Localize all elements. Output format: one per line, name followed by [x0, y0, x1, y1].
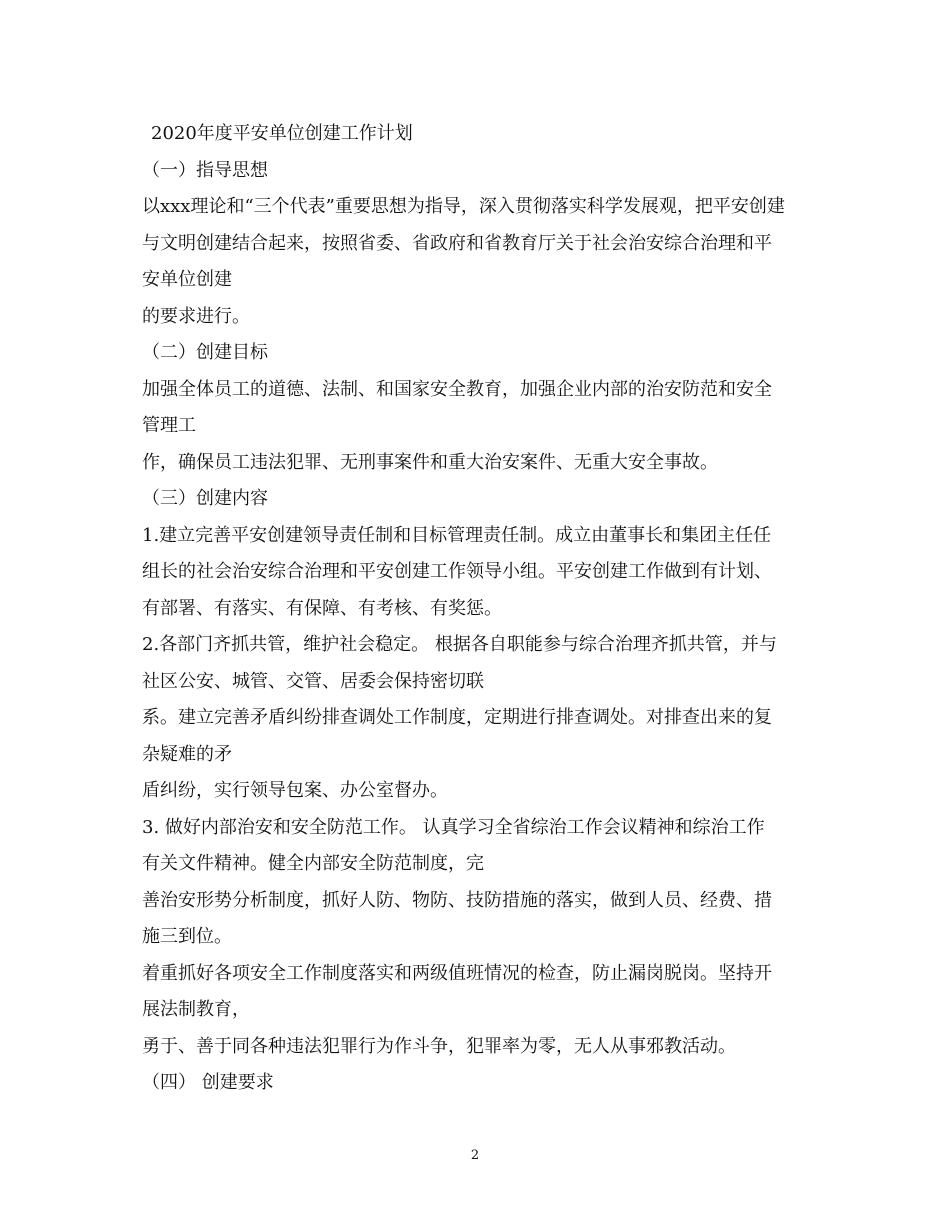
- paragraph-line: 1.建立完善平安创建领导责任制和目标管理责任制。成立由董事长和集团主任任: [142, 524, 772, 546]
- paragraph-line: 善治安形势分析制度，抓好人防、物防、技防措施的落实，做到人员、经费、措: [142, 889, 772, 911]
- paragraph-line: 组长的社会治安综合治理和平安创建工作领导小组。平安创建工作做到有计划、: [142, 561, 772, 582]
- paragraph-line: 加强全体员工的道德、法制、和国家安全教育，加强企业内部的治安防范和安全: [142, 378, 772, 400]
- paragraph-line: 施三到位。: [142, 926, 232, 947]
- paragraph-line: 与文明创建结合起来，按照省委、省政府和省教育厅关于社会治安综合治理和平: [142, 232, 772, 254]
- page-number: 2: [470, 1148, 480, 1163]
- paragraph-line: 系。建立完善矛盾纠纷排查调处工作制度，定期进行排查调处。对排查出来的复: [142, 707, 772, 728]
- paragraph-line: 有部署、有落实、有保障、有考核、有奖惩。: [142, 597, 502, 619]
- paragraph-line: 的要求进行。: [142, 305, 250, 327]
- paragraph-line: 作，确保员工违法犯罪、无刑事案件和重大治安案件、无重大安全事故。: [142, 451, 718, 473]
- document-body: [142, 116, 822, 1102]
- section-heading-goals: （二）创建目标: [142, 342, 268, 363]
- paragraph-line: 安单位创建: [142, 269, 232, 290]
- paragraph-line: 以xxx理论和“三个代表”重要思想为指导，深入贯彻落实科学发展观，把平安创建: [142, 196, 785, 217]
- paragraph-line: 有关文件精神。健全内部安全防范制度，完: [142, 853, 484, 874]
- section-heading-requirements: （四） 创建要求: [142, 1072, 274, 1093]
- paragraph-line: 社区公安、城管、交管、居委会保持密切联: [142, 670, 484, 692]
- paragraph-line: 3. 做好内部治安和安全防范工作。 认真学习全省综治工作会议精神和综治工作: [142, 816, 765, 838]
- paragraph-line: 杂疑难的矛: [142, 743, 232, 765]
- paragraph-line: 着重抓好各项安全工作制度落实和两级值班情况的检查，防止漏岗脱岗。坚持开: [142, 962, 772, 984]
- section-heading-content: （三）创建内容: [142, 488, 268, 509]
- paragraph-line: 2.各部门齐抓共管，维护社会稳定。 根据各自职能参与综合治理齐抓共管，并与: [142, 634, 777, 655]
- section-heading-guiding-thought: （一）指导思想: [142, 159, 268, 181]
- paragraph-line: 管理工: [142, 415, 196, 436]
- document-title: 2020年度平安单位创建工作计划: [151, 123, 413, 144]
- paragraph-line: 盾纠纷，实行领导包案、办公室督办。: [142, 780, 448, 801]
- paragraph-line: 勇于、善于同各种违法犯罪行为作斗争，犯罪率为零，无人从事邪教活动。: [142, 1035, 736, 1057]
- paragraph-line: 展法制教育，: [142, 999, 250, 1020]
